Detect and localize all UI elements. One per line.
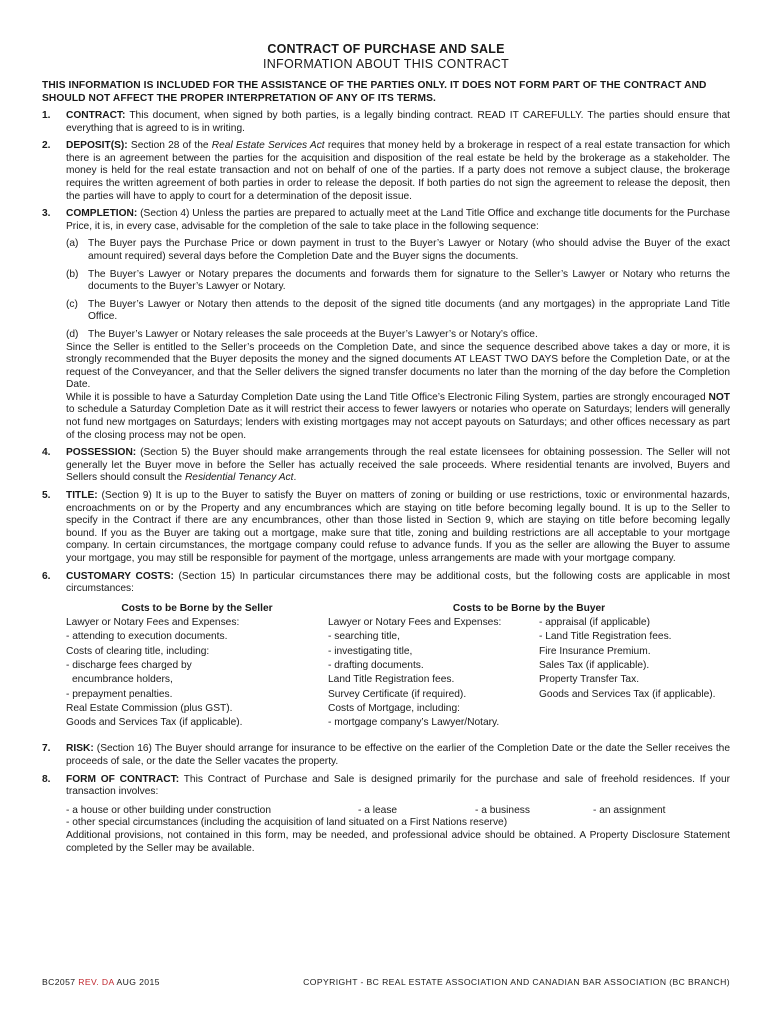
document-page [42, 42, 730, 860]
section-form-of-contract [42, 774, 730, 856]
section-number: 8. [42, 773, 51, 785]
section-text: (Section 9) It is up to the Buyer to satisfy the Buyer on matters of zoning or building or use restrictions, toxic or environmental hazards, encroachments on or by the Property and any encumbrances which are staying on title before becoming legally bound. It is up to the Seller to specify in the Contract if there are any encumbrances, other than those listed in Section 9, which are staying on title before becoming legally bound. If you as the Buyer are taking out a mortgage, make sure that title, zoning and building restrictions are all acceptable to your mortgage company. In certain circumstances, the mortgage company could refuse to advance funds. If you as the seller are allowing the Buyer to assume your mortgage, you may still be responsible for payment of the mortgage, unless arrangements are made with your mortgage company. [66, 490, 730, 564]
transaction-type: - a lease [358, 804, 398, 816]
completion-step-c: (c) The Buyer’s Lawyer or Notary then attends to the deposit of the signed title documents (and any mortgages) in the appropriate Land Title Office. [66, 298, 730, 323]
cost-item: - appraisal (if applicable) [539, 617, 650, 629]
cost-item: - prepayment penalties. [66, 688, 173, 700]
section-contract [42, 110, 730, 135]
section-text: This Contract of Purchase and Sale is designed primarily for the purchase and sale of freehold residences. If your transaction involves: [66, 773, 730, 798]
section-number: 2. [42, 140, 51, 152]
section-number: 3. [42, 208, 51, 220]
cost-item: Land Title Registration fees. [328, 674, 455, 686]
additional-provisions: Additional provisions, not contained in this form, may be needed, and professional advice should be obtained. A Property Disclosure Statement completed by the Seller may be available. [66, 830, 730, 854]
section-possession: 4. POSSESSION: (Section 5) the Buyer should make arrangements through the real estate licensees for obtaining possession. The Seller will not generally let the Buyer move in before the Seller has actually received the sale proceeds. Where residential tenants are involved, Buyers and Sellers should consult the Residential Tenancy Act. [42, 447, 730, 484]
section-text: (Section 5) the Buyer should make arrangements through the real estate licensees for obtaining possession. The Seller will not generally let the Buyer move in before the Seller has actually received the sale proceeds. Where residential tenants are involved, Buyers and Sellers should consult the [66, 447, 730, 484]
cost-item: Fire Insurance Premium. [539, 645, 651, 657]
transaction-type: - a house or other building under construction [66, 804, 272, 816]
cost-item: - attending to execution documents. [66, 631, 228, 643]
section-customary-costs [42, 571, 730, 731]
section-heading: DEPOSIT(S): [66, 140, 128, 152]
act-name: Real Estate Services Act [211, 140, 325, 152]
revision-label: REV. DA [78, 977, 115, 987]
buyer-costs-column [328, 602, 730, 731]
copyright-notice: COPYRIGHT - BC REAL ESTATE ASSOCIATION AND CANADIAN BAR ASSOCIATION (BC BRANCH) [303, 977, 730, 987]
section-risk [42, 743, 730, 768]
cost-item: - drafting documents. [328, 659, 424, 671]
other-circumstances: - other special circumstances (including the acquisition of land situated on a First Nations reserve) [66, 817, 508, 829]
section-text: This document, when signed by both parties, is a legally binding contract. READ IT CAREFULLY. The parties should ensure that everything that is agreed to is in writing. [66, 110, 730, 134]
section-deposits [42, 140, 730, 203]
cost-item: encumbrance holders, [72, 674, 173, 686]
cost-item: Lawyer or Notary Fees and Expenses: [328, 617, 502, 629]
cost-item: - mortgage company’s Lawyer/Notary. [328, 717, 500, 729]
buyer-costs-heading: Costs to be Borne by the Buyer [452, 602, 606, 614]
cost-item: - Land Title Registration fees. [539, 631, 672, 643]
section-number: 6. [42, 570, 51, 582]
seller-costs-column [66, 602, 328, 731]
completion-advice: Since the Seller is entitled to the Seller’s proceeds on the Completion Date, and since the sequence described above takes a day or more, it is strongly recommended that the Buyer deposits the money and the signed documents AT LEAST TWO DAYS before the Completion Date, or at the request of the Conveyancer, and that the Seller delivers the signed transfer documents no later than the morning of the day before the Completion Date. [66, 341, 730, 391]
section-heading: TITLE: [66, 490, 98, 502]
section-text: (Section 4) Unless the parties are prepared to actually meet at the Land Title Office and exchange title documents for the Purchase Price, it is, in every case, advisable for the completion of the sale to take place in the following sequence: [66, 208, 730, 232]
completion-step-b: (b) The Buyer’s Lawyer or Notary prepares the documents and forwards them for signature to the Seller’s Lawyer or Notary who returns the documents to the Buyer’s Lawyer or Notary. [66, 268, 730, 293]
transaction-type: - a business [475, 804, 530, 816]
cost-item: Goods and Services Tax (if applicable). [539, 688, 716, 700]
section-heading: FORM OF CONTRACT: [66, 773, 180, 785]
form-code: BC2057 REV. DA AUG 2015 [42, 977, 160, 987]
cost-item: - investigating title, [328, 645, 413, 657]
section-heading: COMPLETION: [66, 208, 138, 220]
section-text: (Section 15) In particular circumstances there may be additional costs, but the following costs are applicable in most circumstances: [66, 570, 730, 595]
section-text: requires that money held by a brokerage in respect of a real estate transaction for which there is an agreement between the parties for the acquisition and disposition of the real estate be held by the brokerage as a stakeholder. The money is held for the real estate transaction and not on behalf of one of the parties. If a party does not remove a subject clause, the brokerage requires the written agreement of both parties in order to release the deposit. If both parties do not sign the agreement to release the deposit, then the parties will have to apply to court for a determination of the deposit issue. [66, 140, 731, 202]
costs-table [66, 602, 730, 731]
seller-costs-heading: Costs to be Borne by the Seller [121, 602, 273, 614]
disclaimer-notice: THIS INFORMATION IS INCLUDED FOR THE ASSISTANCE OF THE PARTIES ONLY. IT DOES NOT FORM PART OF THE CONTRACT AND SHOULD NOT AFFECT THE PROPER INTERPRETATION OF ANY OF ITS TERMS. [42, 80, 707, 104]
document-subtitle: INFORMATION ABOUT THIS CONTRACT [262, 57, 510, 71]
section-title [42, 490, 730, 566]
section-heading: CONTRACT: [66, 110, 126, 121]
cost-item: - searching title, [328, 631, 400, 643]
page-footer [42, 977, 730, 987]
completion-step-a: (a) The Buyer pays the Purchase Price or down payment in trust to the Buyer’s Lawyer or Notary (who should advise the Buyer of the exact amount required) several days before the Completion Date and the Buyer signs the documents. [66, 238, 730, 262]
section-text: (Section 16) The Buyer should arrange for insurance to be effective on the earlier of the Completion Date or the date the Seller receives the proceeds of sale, or the date the Seller vacates the property. [66, 743, 730, 768]
buyer-costs-list-1 [328, 616, 539, 730]
section-heading: CUSTOMARY COSTS: [66, 570, 174, 582]
section-number: 5. [42, 490, 51, 502]
cost-item: Costs of clearing title, including: [66, 645, 210, 657]
section-completion [42, 208, 730, 442]
cost-item: Real Estate Commission (plus GST). [66, 702, 233, 714]
buyer-costs-list-2 [539, 616, 729, 730]
section-heading: RISK: [66, 743, 94, 755]
completion-step-d: (d) The Buyer’s Lawyer or Notary releases the sale proceeds at the Buyer’s Lawyer’s or Notary’s office. [66, 328, 538, 340]
section-heading: POSSESSION: [66, 447, 137, 459]
transaction-types [66, 805, 730, 818]
saturday-completion-note: While it is possible to have a Saturday Completion Date using the Land Title Office’s Electronic Filing System, parties are strongly encouraged NOT to schedule a Saturday Completion Date as it will restrict their access to fewer lawyers or notaries who operate on Saturdays; lenders will generally not fund new mortgages on Saturdays; lenders with existing mortgages may not accept payouts on Saturdays; and other offices necessary as part of the closing process may not be open. [66, 391, 730, 441]
transaction-type: - an assignment [593, 804, 666, 816]
section-text: Section 28 of the [127, 140, 212, 152]
cost-item: Goods and Services Tax (if applicable). [66, 717, 243, 729]
cost-item: Lawyer or Notary Fees and Expenses: [66, 617, 240, 629]
document-title: CONTRACT OF PURCHASE AND SALE [267, 42, 505, 56]
cost-item: - discharge fees charged by [66, 659, 192, 671]
act-name: Residential Tenancy Act [184, 472, 294, 484]
section-number: 4. [42, 447, 51, 459]
cost-item: Survey Certificate (if required). [328, 688, 467, 700]
cost-item: Sales Tax (if applicable). [539, 659, 650, 671]
cost-item: Property Transfer Tax. [539, 674, 640, 686]
section-number: 1. [42, 110, 51, 121]
section-number: 7. [42, 743, 51, 755]
cost-item: Costs of Mortgage, including: [328, 702, 460, 714]
